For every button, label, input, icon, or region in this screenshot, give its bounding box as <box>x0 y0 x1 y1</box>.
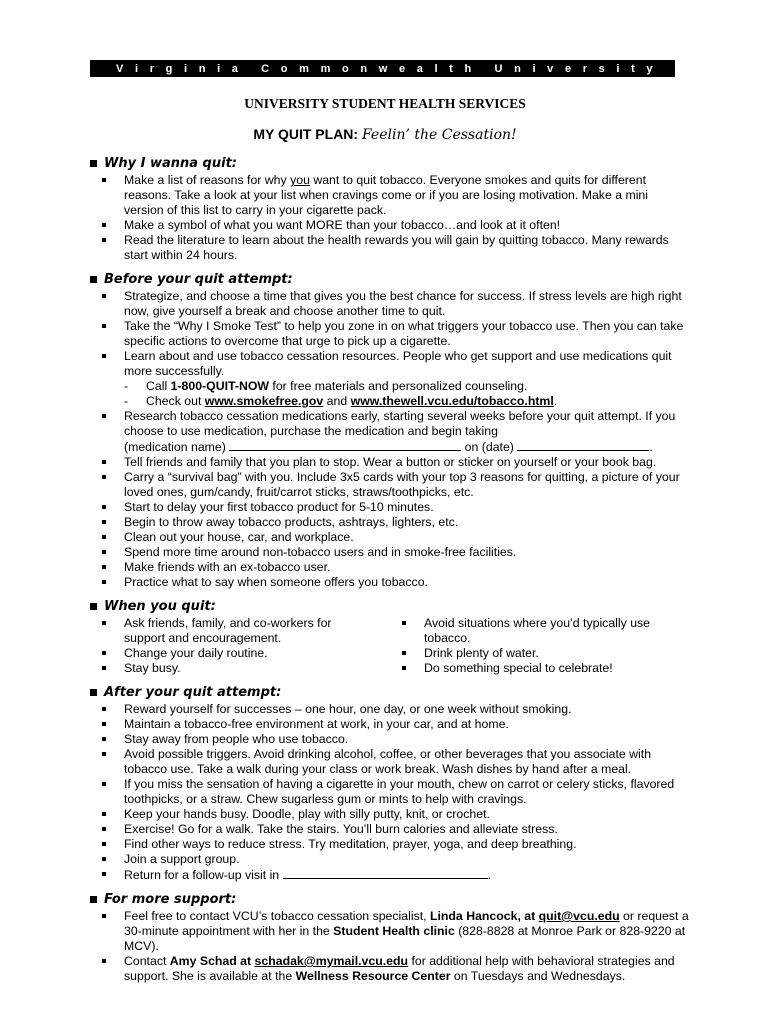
section-support <box>90 890 690 984</box>
sub-item: - Check out www.smokefree.gov and www.thewell.vcu.edu/tobacco.html. <box>124 394 558 408</box>
square-bullet-icon <box>90 896 97 903</box>
banner-letter: e <box>398 62 406 75</box>
list-item: Contact Amy Schad at schadak@mymail.vcu.edu for additional help with behavioral strategies and support. She is available at the Wellness Resource Center on Tuesdays and Wednesdays. <box>90 954 690 984</box>
list-item: Tell friends and family that you plan to stop. Wear a button or sticker on yourself or your book bag. <box>90 455 690 470</box>
list-item: Maintain a tobacco-free environment at work, in your car, and at home. <box>90 717 690 732</box>
banner-letter: i <box>183 62 188 75</box>
square-bullet-icon <box>90 603 97 610</box>
banner-letter: C <box>261 62 270 75</box>
banner-letter: h <box>464 62 472 75</box>
list-item: Avoid possible triggers. Avoid drinking alcohol, coffee, or other beverages that you associate with tobacco use. Take a walk during your class or work break. Wash dishes by hand after a meal. <box>90 747 690 777</box>
sub-item: - Call 1-800-QUIT-NOW for free materials and personalized counseling. <box>124 379 528 393</box>
section-heading: After your quit attempt: <box>90 683 690 701</box>
section-heading: Before your quit attempt: <box>90 270 690 288</box>
university-banner <box>90 60 675 77</box>
list-item: Begin to throw away tobacco products, ashtrays, lighters, etc. <box>90 515 690 530</box>
banner-letter: U <box>494 62 503 75</box>
banner-letter: o <box>341 62 349 75</box>
section-heading: Why I wanna quit: <box>90 154 690 172</box>
square-bullet-icon <box>90 160 97 167</box>
plan-title: MY QUIT PLAN: <box>253 126 359 142</box>
list-item: Make friends with an ex-tobacco user. <box>90 560 690 575</box>
banner-letter: i <box>532 62 536 75</box>
list-item: Learn about and use tobacco cessation resources. People who get support and use medications quit more successfully. <box>90 349 690 379</box>
list-item: Clean out your house, car, and workplace. <box>90 530 690 545</box>
section-heading: When you quit: <box>90 597 690 615</box>
plan-subtitle: Feelin’ the Cessation! <box>361 127 517 143</box>
page-title <box>0 126 770 143</box>
section-heading: For more support: <box>90 890 690 908</box>
list-item: Research tobacco cessation medications early, starting several weeks before your quit attempt. If you choose to use medication, purchase the medication and begin taking (medication name) on (date) . <box>90 409 690 455</box>
banner-letter: y <box>646 62 653 75</box>
banner-letter: r <box>149 62 154 75</box>
section-when <box>90 597 690 676</box>
square-bullet-icon <box>90 689 97 696</box>
banner-letter: i <box>217 62 221 75</box>
list-item: Exercise! Go for a walk. Take the stairs. You’ll burn calories and alleviate stress. <box>90 822 690 837</box>
quit-email-link[interactable]: quit@vcu.edu <box>538 909 620 923</box>
banner-letter: n <box>198 62 206 75</box>
list-item: Start to delay your first tobacco product for 5-10 minutes. <box>90 500 690 515</box>
banner-letter: o <box>280 62 288 75</box>
list-item: Avoid situations where you’d typically use tobacco. <box>390 616 690 646</box>
list-item: Join a support group. <box>90 852 690 867</box>
schad-email-link[interactable]: schadak@mymail.vcu.edu <box>254 954 409 968</box>
list-item: Change your daily routine. <box>90 646 360 661</box>
list-item: Take the “Why I Smoke Test” to help you zone in on what triggers your tobacco use. Then you can take specific actions to overcome that urge to pick up a cigarette. <box>90 319 690 349</box>
list-item: Do something special to celebrate! <box>390 661 690 676</box>
medication-name-blank[interactable] <box>229 439 461 451</box>
section-after <box>90 683 690 883</box>
banner-letter: w <box>378 62 388 75</box>
banner-letter: a <box>416 62 423 75</box>
banner-letter: V <box>116 62 124 75</box>
banner-letter: a <box>231 62 238 75</box>
list-item: Keep your hands busy. Doodle, play with silly putty, knit, or crochet. <box>90 807 690 822</box>
date-blank[interactable] <box>517 439 649 451</box>
org-title: UNIVERSITY STUDENT HEALTH SERVICES <box>244 96 526 111</box>
list-item: Carry a “survival bag” with you. Include 3x5 cards with your top 3 reasons for quitting, a picture of your loved ones, gum/candy, fruit/carrot sticks, straws/toothpicks, etc. <box>90 470 690 500</box>
banner-letter: t <box>449 62 453 75</box>
banner-letter: n <box>360 62 368 75</box>
list-item: Spend more time around non-tobacco users and in smoke-free facilities. <box>90 545 690 560</box>
list-item: Stay away from people who use tobacco. <box>90 732 690 747</box>
list-item: Drink plenty of water. <box>390 646 690 661</box>
follow-up-blank[interactable] <box>283 867 488 879</box>
list-item: Stay busy. <box>90 661 360 676</box>
banner-letter: g <box>165 62 173 75</box>
section-why <box>90 154 690 263</box>
list-item: Practice what to say when someone offers you tobacco. <box>90 575 690 590</box>
section-before <box>90 270 690 590</box>
list-item: Strategize, and choose a time that gives you the best chance for success. If stress levels are high right now, give yourself a break and choose another time to quit. <box>90 289 690 319</box>
list-item: Ask friends, family, and co-workers for support and encouragement. <box>90 616 360 646</box>
banner-letter: v <box>547 62 554 75</box>
list-item: Find other ways to reduce stress. Try meditation, prayer, yoga, and deep breathing. <box>90 837 690 852</box>
list-item: Reward yourself for successes – one hour, one day, or one week without smoking. <box>90 702 690 717</box>
banner-letter: s <box>598 62 605 75</box>
banner-letter: i <box>616 62 620 75</box>
banner-letter: n <box>514 62 521 75</box>
banner-letter: e <box>564 62 572 75</box>
document-body <box>90 154 690 984</box>
banner-letter: i <box>134 62 139 75</box>
banner-letter: l <box>434 62 438 75</box>
list-item: If you miss the sensation of having a cigarette in your mouth, chew on carrot or celery sticks, flavored toothpicks, or a straw. Chew sugarless gum or mints to help with cravings. <box>90 777 690 807</box>
list-item: Return for a follow-up visit in . <box>90 867 690 883</box>
list-item: Feel free to contact VCU’s tobacco cessation specialist, Linda Hancock, at quit@vcu.edu or request a 30-minute appointment with her in the Student Health clinic (828-8828 at Monroe Park or 828-9220 at MCV). <box>90 909 690 954</box>
list-item: Make a list of reasons for why you want to quit tobacco. Everyone smokes and quits for different reasons. Take a look at your list when cravings come or if you are losing motivation. Make a mini version of this list to carry in your cigarette pack. <box>90 173 690 218</box>
banner-letter: m <box>299 62 309 75</box>
banner-letter: m <box>320 62 331 75</box>
smokefree-link[interactable]: www.smokefree.gov <box>204 394 324 408</box>
thewell-link[interactable]: www.thewell.vcu.edu/tobacco.html <box>350 394 554 408</box>
banner-letter: t <box>631 62 635 75</box>
list-item: Read the literature to learn about the health rewards you will gain by quitting tobacco. Many rewards start within 24 hours. <box>90 233 690 263</box>
square-bullet-icon <box>90 276 97 283</box>
list-item: Make a symbol of what you want MORE than your tobacco…and look at it often! <box>90 218 690 233</box>
banner-letter: r <box>582 62 587 75</box>
